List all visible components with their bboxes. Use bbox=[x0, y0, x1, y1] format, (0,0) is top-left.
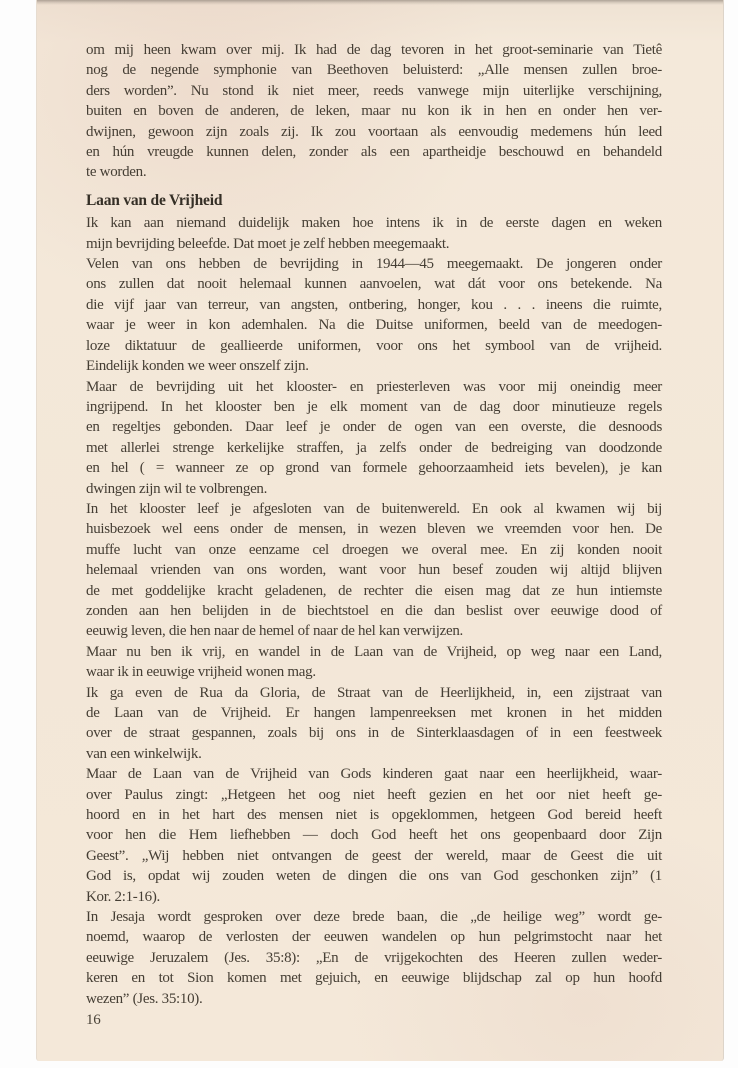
text-line: over Paulus zingt: „Hetgeen het oog niet heeft gezien en het oor niet heeft ge- bbox=[86, 786, 662, 803]
text-line: Kor. 2:1-16). bbox=[86, 888, 161, 905]
text-line: In Jesaja wordt gesproken over deze brede baan, die „de heilige weg” wordt ge- bbox=[86, 909, 662, 926]
paragraph bbox=[86, 907, 662, 1009]
paragraph bbox=[86, 499, 662, 642]
section-heading: Laan van de Vrijheid bbox=[86, 191, 223, 209]
text-line: Eindelijk konden we weer onszelf zijn. bbox=[86, 358, 309, 375]
paragraph bbox=[86, 377, 662, 499]
paragraph bbox=[86, 642, 662, 683]
text-line: ingrijpend. In het klooster ben je elk moment van de dag door minutieuze regels bbox=[86, 398, 662, 415]
text-line: mijn bevrijding beleefde. Dat moet je zelf hebben meegemaakt. bbox=[86, 235, 450, 252]
text-line: te worden. bbox=[86, 164, 147, 181]
paragraph bbox=[86, 764, 662, 907]
text-line: waar je weer in kon ademhalen. Na die Duitse uniformen, beeld van de meedogen- bbox=[86, 317, 662, 334]
text-line: noemd, waarop de verlosten der eeuwen wandelen op hun pelgrimstocht naar het bbox=[86, 929, 662, 946]
text-line: hoord en in het hart des mensen niet is opgeklommen, hetgeen God bereid heeft bbox=[86, 807, 662, 824]
text-line: huisbezoek wel eens onder de mensen, in wezen bleven we vreemden voor hen. De bbox=[86, 521, 662, 538]
text-line: en hún vreugde kunnen delen, zonder als een apartheidje beschouwd en behandeld bbox=[86, 144, 662, 161]
text-line: buiten en boven de anderen, de leken, maar nu kon ik in hen en onder hen ver- bbox=[86, 103, 662, 120]
text-line: Ik kan aan niemand duidelijk maken hoe intens ik in de eerste dagen en weken bbox=[86, 215, 662, 232]
text-line: eeuwige Jeruzalem (Jes. 35:8): „En de vrijgekochten des Heeren zullen weder- bbox=[86, 949, 662, 966]
text-line: dwingen zijn wil te volbrengen. bbox=[86, 480, 268, 497]
text-line: eeuwig leven, die hen naar de hemel of naar de hel kan verwijzen. bbox=[86, 623, 463, 640]
text-line: Maar de Laan van de Vrijheid van Gods kinderen gaat naar een heerlijkheid, waar- bbox=[86, 766, 662, 783]
text-line: God is, opdat wij zouden weten de dingen die ons van God geschonken zijn” (1 bbox=[86, 868, 662, 885]
page-content bbox=[86, 40, 662, 1009]
text-line: de met goddelijke kracht geladenen, de rechter die eisen mag dat ze hun intiemste bbox=[86, 582, 662, 599]
text-line: en hel ( = wanneer ze op grond van formele gehoorzaamheid iets bevelen), je kan bbox=[86, 460, 662, 477]
text-line: ders worden”. Nu stond ik niet meer, reeds vanwege mijn uiterlijke verschijning, bbox=[86, 82, 662, 99]
paragraph bbox=[86, 683, 662, 765]
page-number: 16 bbox=[86, 1012, 101, 1029]
text-line: Maar de bevrijding uit het klooster- en priesterleven was voor mij oneindig meer bbox=[86, 378, 662, 395]
text-line: muffe lucht van onze eenzame cel droegen we overal mee. En zij konden nooit bbox=[86, 541, 662, 558]
text-line: die vijf jaar van terreur, van angsten, ontbering, honger, kou . . . ineens die ruimte, bbox=[86, 296, 662, 313]
text-line: met allerlei strenge kerkelijke straffen, ja zelfs onder de bedreiging van doodzonde bbox=[86, 439, 662, 456]
text-line: Maar nu ben ik vrij, en wandel in de Laan van de Vrijheid, op weg naar een Land, bbox=[86, 643, 662, 660]
text-line: Geest”. „Wij hebben niet ontvangen de geest der wereld, maar de Geest die uit bbox=[86, 847, 662, 864]
paragraph bbox=[86, 254, 662, 376]
text-line: loze diktatuur de geallieerde uniformen, voor ons het symbool van de vrijheid. bbox=[86, 337, 662, 354]
text-line: keren en tot Sion komen met gejuich, en eeuwige blijdschap zal op hun hoofd bbox=[86, 970, 662, 987]
page-text-block bbox=[86, 40, 662, 1031]
text-line: helemaal vrienden van ons worden, want voor hun besef zouden wij altijd blijven bbox=[86, 562, 662, 579]
text-line: waar ik in eeuwige vrijheid wonen mag. bbox=[86, 664, 316, 681]
text-line: dwijnen, gewoon zijn zoals zij. Ik zou voortaan als eenvoudig medemens hún leed bbox=[86, 123, 662, 140]
text-line: zonden aan hen belijden in de biechtstoel en die dan beslist over eeuwige dood of bbox=[86, 602, 662, 619]
text-line: wezen” (Jes. 35:10). bbox=[86, 990, 203, 1007]
paragraph bbox=[86, 40, 662, 183]
text-line: In het klooster leef je afgesloten van de buitenwereld. En ook al kwamen wij bij bbox=[86, 500, 662, 517]
text-line: en regeltjes gebonden. Daar leef je onder de ogen van een overste, die desnoods bbox=[86, 419, 662, 436]
text-line: ons zullen dat nooit helemaal kunnen aanvoelen, wat dát voor ons betekende. Na bbox=[86, 276, 662, 293]
text-line: van een winkelwijk. bbox=[86, 745, 202, 762]
text-line: voor hen die Hem liefhebben — doch God heeft het ons geopenbaard door Zijn bbox=[86, 827, 662, 844]
text-line: de Laan van de Vrijheid. Er hangen lampenreeksen met kronen in het midden bbox=[86, 705, 662, 721]
text-line: nog de negende symphonie van Beethoven beluisterd: „Alle mensen zullen broe- bbox=[86, 62, 662, 79]
book-page bbox=[36, 0, 724, 1061]
text-line: Ik ga even de Rua da Gloria, de Straat van de Heerlijkheid, in, een zijstraat van bbox=[86, 684, 662, 701]
text-line: om mij heen kwam over mij. Ik had de dag tevoren in het groot-seminarie van Tietê bbox=[86, 42, 662, 58]
paragraph bbox=[86, 213, 662, 254]
text-line: Velen van ons hebben de bevrijding in 1944—45 meegemaakt. De jongeren onder bbox=[86, 256, 662, 273]
text-line: over de straat gespannen, zoals bij ons in de Sinterklaasdagen of in een feestweek bbox=[86, 725, 662, 742]
